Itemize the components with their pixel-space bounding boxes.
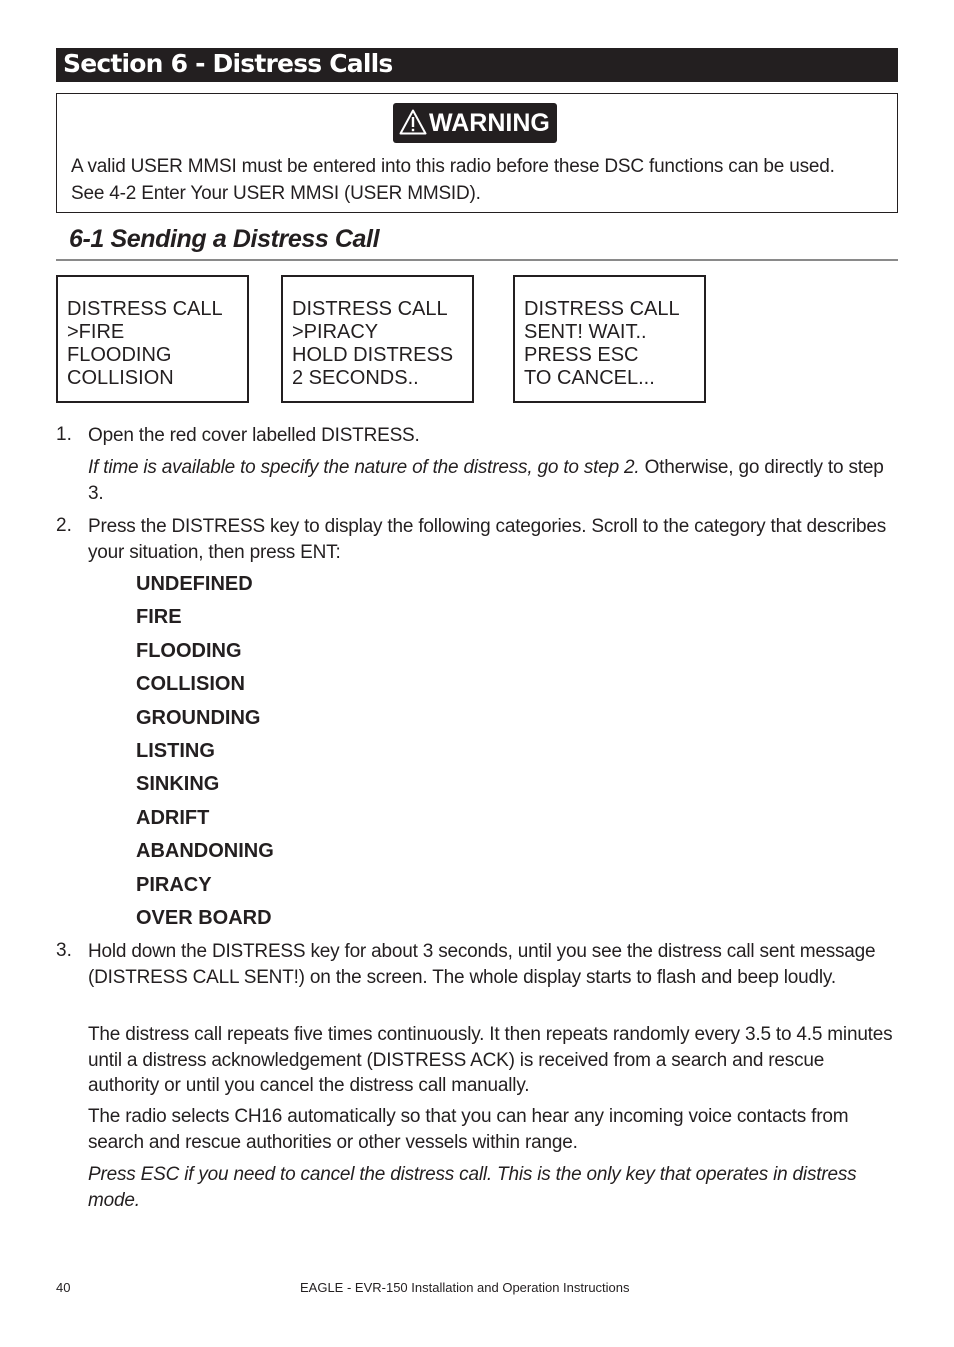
- step-3-text: Hold down the DISTRESS key for about 3 seconds, until you see the distress call sent message (DISTRESS CALL SENT!) on the screen. The whole display starts to flash and beep loudly.: [88, 941, 876, 988]
- step-1-note-plain: Otherwise, go directly to step 3.: [88, 457, 884, 504]
- category-item: FIRE: [136, 606, 182, 629]
- screen-line: SENT! WAIT..: [524, 321, 647, 343]
- step-3-paragraph-2: The distress call repeats five times continuously. It then repeats randomly every 3.5 to 4.5 minutes until a distress acknowledgement (DISTRESS ACK) is received from a search and rescue authority or until you cancel the distress call manually.: [88, 1024, 893, 1096]
- warning-line-2: See 4-2 Enter Your USER MMSI (USER MMSID).: [71, 183, 481, 204]
- section-header-bar: [56, 48, 898, 82]
- subsection-divider: [56, 259, 898, 261]
- category-item: ABANDONING: [136, 840, 274, 863]
- step-number-2: 2.: [56, 515, 72, 536]
- category-item: UNDEFINED: [136, 573, 253, 595]
- step-3-paragraph-4: Press ESC if you need to cancel the distress call. This is the only key that operates in distress mode.: [88, 1164, 857, 1211]
- warning-label: WARNING: [429, 109, 550, 137]
- subsection-title: 6-1 Sending a Distress Call: [69, 225, 380, 253]
- screen-line: FLOODING: [67, 344, 172, 366]
- category-item: COLLISION: [136, 673, 245, 696]
- screen-line: >PIRACY: [292, 321, 379, 343]
- category-item: PIRACY: [136, 873, 212, 896]
- screen-line: DISTRESS CALL: [524, 298, 680, 320]
- category-item: ADRIFT: [136, 806, 210, 829]
- warning-triangle-icon: [399, 109, 427, 135]
- step-1-note-italic: If time is available to specify the nature of the distress, go to step 2.: [88, 457, 640, 478]
- warning-badge: [393, 103, 557, 143]
- screen-line: DISTRESS CALL: [67, 298, 223, 320]
- category-item: SINKING: [136, 773, 220, 796]
- warning-box: [56, 93, 898, 213]
- screen-line: TO CANCEL...: [524, 367, 655, 389]
- screen-line: DISTRESS CALL: [292, 298, 448, 320]
- step-1-note: [88, 455, 900, 506]
- screen-line: COLLISION: [67, 367, 174, 389]
- step-2-text: Press the DISTRESS key to display the following categories. Scroll to the category that describes your situation, then press ENT:: [88, 516, 886, 563]
- step-3-paragraph-3: The radio selects CH16 automatically so that you can hear any incoming voice contacts from search and rescue authorities or other vessels within range.: [88, 1106, 849, 1153]
- radio-display-screen-1: [56, 275, 249, 403]
- footer-document-title: EAGLE - EVR-150 Installation and Operation Instructions: [300, 1280, 630, 1295]
- page-number: 40: [56, 1280, 71, 1295]
- screen-line: 2 SECONDS..: [292, 367, 419, 389]
- radio-display-screen-2: [281, 275, 474, 403]
- distress-category-list: [136, 570, 274, 937]
- screen-line: >FIRE: [67, 321, 125, 343]
- step-1-text: Open the red cover labelled DISTRESS.: [88, 425, 420, 446]
- section-title: Section 6 - Distress Calls: [63, 49, 393, 78]
- category-item: LISTING: [136, 739, 215, 762]
- warning-text: [71, 153, 887, 207]
- step-number-3: 3.: [56, 940, 72, 961]
- category-item: FLOODING: [136, 639, 242, 662]
- screen-line: PRESS ESC: [524, 344, 639, 366]
- category-item: GROUNDING: [136, 706, 261, 729]
- radio-display-screen-3: [513, 275, 706, 403]
- category-item: OVER BOARD: [136, 906, 272, 929]
- screen-line: HOLD DISTRESS: [292, 344, 454, 366]
- warning-line-1: A valid USER MMSI must be entered into this radio before these DSC functions can be used.: [71, 156, 835, 177]
- step-number-1: 1.: [56, 424, 72, 445]
